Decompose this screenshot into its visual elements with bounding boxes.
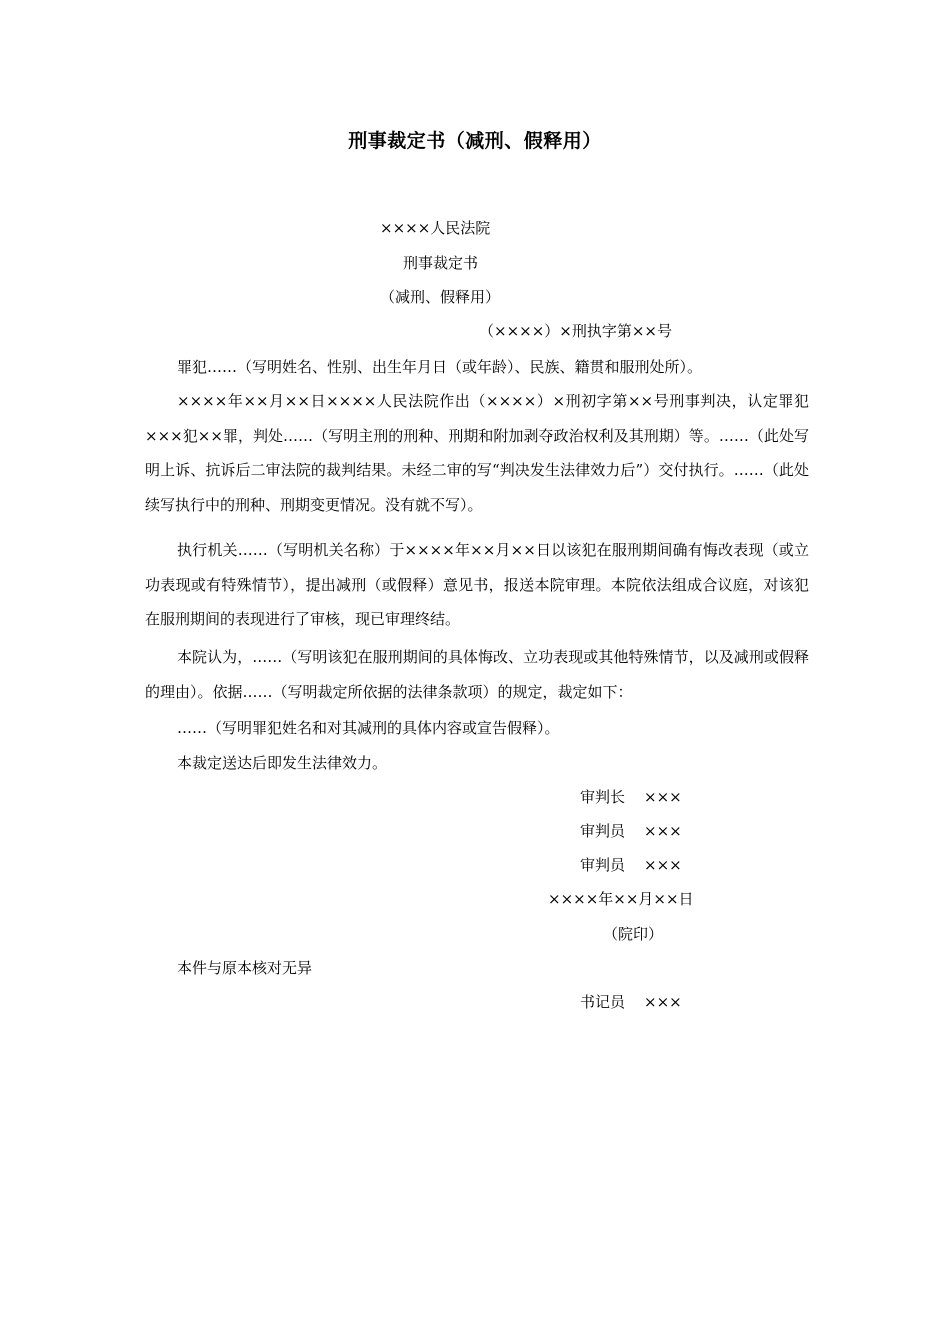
signature-judge-2 [580,855,682,875]
paragraph-effect: 本裁定送达后即发生法律效力。 [177,754,388,772]
signature-role: 书记员 [580,993,626,1011]
signature-name: ××× [644,856,682,874]
signature-chief-judge [580,787,682,807]
paragraph-defendant: 罪犯……（写明姓名、性别、出生年月日（或年龄）、民族、籍贯和服刑处所）。 [177,358,703,376]
verification-note: 本件与原本核对无异 [177,959,313,977]
doc-type: 刑事裁定书 [403,254,479,272]
paragraph-judgment: ××××年××月××日××××人民法院作出（××××）×刑初字第××号刑事判决，认定罪犯×××犯××罪，判处……（写明主刑的刑种、刑期和附加剥夺政治权利及其刑期）等。……（此处写明上诉、抗诉后二审法院的裁判结果。未经二审的写“判决发生法律效力后”）交付执行。……（此处续写执行中的刑种、刑期变更情况。没有就不写）。 [145,392,809,514]
ruling-date: ××××年××月××日 [548,890,694,908]
signature-clerk [580,992,682,1012]
signature-role: 审判员 [580,856,626,874]
signature-role: 审判长 [580,788,626,806]
doc-subtype: （减刑、假释用） [380,288,501,306]
signature-role: 审判员 [580,822,626,840]
court-name: ××××人民法院 [380,219,491,237]
paragraph-executing-agency: 执行机关……（写明机关名称）于××××年××月××日以该犯在服刑期间确有悔改表现（或立功表现或有特殊情节），提出减刑（或假释）意见书，报送本院审理。本院依法组成合议庭，对该犯在服刑期间的表现进行了审核，现已审理终结。 [145,541,809,628]
document-title: 刑事裁定书（减刑、假释用） [348,130,602,152]
court-seal: （院印） [603,925,664,943]
signature-name: ××× [644,993,682,1011]
case-number: （××××）×刑执字第××号 [479,322,672,340]
signature-name: ××× [644,788,682,806]
signature-judge-1 [580,821,682,841]
signature-name: ××× [644,822,682,840]
paragraph-ruling: ……（写明罪犯姓名和对其减刑的具体内容或宣告假释）。 [177,719,560,737]
paragraph-court-opinion: 本院认为，……（写明该犯在服刑期间的具体悔改、立功表现或其他特殊情节，以及减刑或假释的理由）。依据……（写明裁定所依据的法律条款项）的规定，裁定如下： [145,648,809,701]
